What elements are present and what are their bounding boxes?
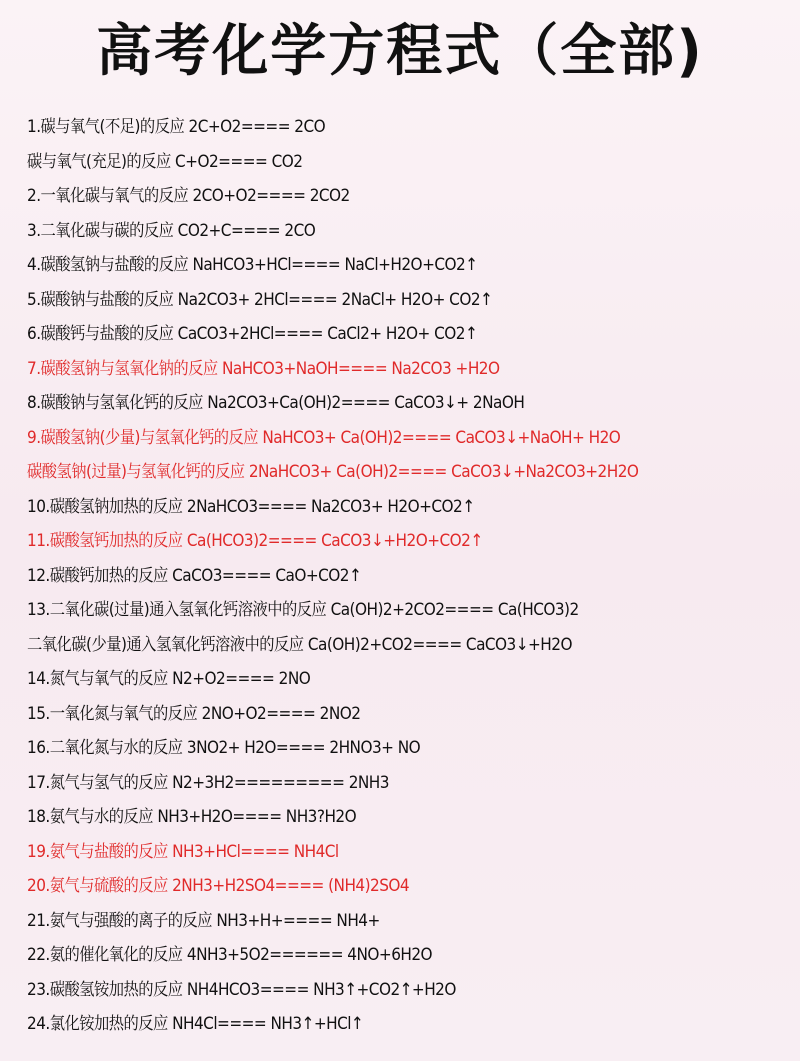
equation-line: 14.氮气与氧气的反应 N2+O2==== 2NO (27, 669, 311, 689)
equation-line: 9.碳酸氢钠(少量)与氢氧化钙的反应 NaHCO3+ Ca(OH)2==== CaCO3↓+NaOH+ H2O (27, 427, 621, 448)
equation-list (27, 114, 797, 1046)
equation-line: 5.碳酸钠与盐酸的反应 Na2CO3+ 2HCl==== 2NaCl+ H2O+ CO2↑ (27, 289, 493, 310)
page-title: 高考化学方程式（全部) (96, 19, 704, 84)
equation-line: 16.二氧化氮与水的反应 3NO2+ H2O==== 2HNO3+ NO (27, 738, 421, 758)
equation-line: 8.碳酸钠与氢氧化钙的反应 Na2CO3+Ca(OH)2==== CaCO3↓+ 2NaOH (27, 393, 525, 413)
equation-line: 20.氨气与硫酸的反应 2NH3+H2SO4==== (NH4)2SO4 (27, 876, 410, 896)
equation-line: 18.氨气与水的反应 NH3+H2O==== NH3?H2O (27, 807, 357, 827)
equation-line: 24.氯化铵加热的反应 NH4Cl==== NH3↑+HCl↑ (27, 1014, 364, 1034)
equation-line: 2.一氧化碳与氧气的反应 2CO+O2==== 2CO2 (27, 186, 350, 206)
equation-line: 15.一氧化氮与氧气的反应 2NO+O2==== 2NO2 (27, 703, 361, 724)
equation-line: 6.碳酸钙与盐酸的反应 CaCO3+2HCl==== CaCl2+ H2O+ CO2↑ (27, 324, 478, 344)
equation-line: 23.碳酸氢铵加热的反应 NH4HCO3==== NH3↑+CO2↑+H2O (27, 979, 456, 1000)
equation-line: 7.碳酸氢钠与氢氧化钠的反应 NaHCO3+NaOH==== Na2CO3 +H2O (27, 358, 500, 379)
equation-line: 二氧化碳(少量)通入氢氧化钙溶液中的反应 Ca(OH)2+CO2==== CaCO3↓+H2O (27, 634, 572, 655)
equation-line: 19.氨气与盐酸的反应 NH3+HCl==== NH4Cl (27, 841, 339, 862)
equation-line: 4.碳酸氢钠与盐酸的反应 NaHCO3+HCl==== NaCl+H2O+CO2↑ (27, 255, 478, 275)
equation-line: 13.二氧化碳(过量)通入氢氧化钙溶液中的反应 Ca(OH)2+2CO2==== Ca(HCO3)2 (27, 600, 579, 620)
equation-line: 碳酸氢钠(过量)与氢氧化钙的反应 2NaHCO3+ Ca(OH)2==== CaCO3↓+Na2CO3+2H2O (27, 462, 639, 482)
equation-line: 22.氨的催化氧化的反应 4NH3+5O2====== 4NO+6H2O (27, 945, 433, 965)
equation-line: 17.氮气与氢气的反应 N2+3H2========= 2NH3 (27, 772, 389, 793)
equation-line: 碳与氧气(充足)的反应 C+O2==== CO2 (27, 151, 303, 172)
equation-line: 3.二氧化碳与碳的反应 CO2+C==== 2CO (27, 220, 316, 241)
equation-line: 10.碳酸氢钠加热的反应 2NaHCO3==== Na2CO3+ H2O+CO2↑ (27, 496, 475, 517)
equation-line: 1.碳与氧气(不足)的反应 2C+O2==== 2CO (27, 117, 326, 137)
equation-line: 12.碳酸钙加热的反应 CaCO3==== CaO+CO2↑ (27, 565, 362, 586)
equation-line: 11.碳酸氢钙加热的反应 Ca(HCO3)2==== CaCO3↓+H2O+CO2↑ (27, 531, 483, 551)
equation-line: 21.氨气与强酸的离子的反应 NH3+H+==== NH4+ (27, 910, 380, 931)
